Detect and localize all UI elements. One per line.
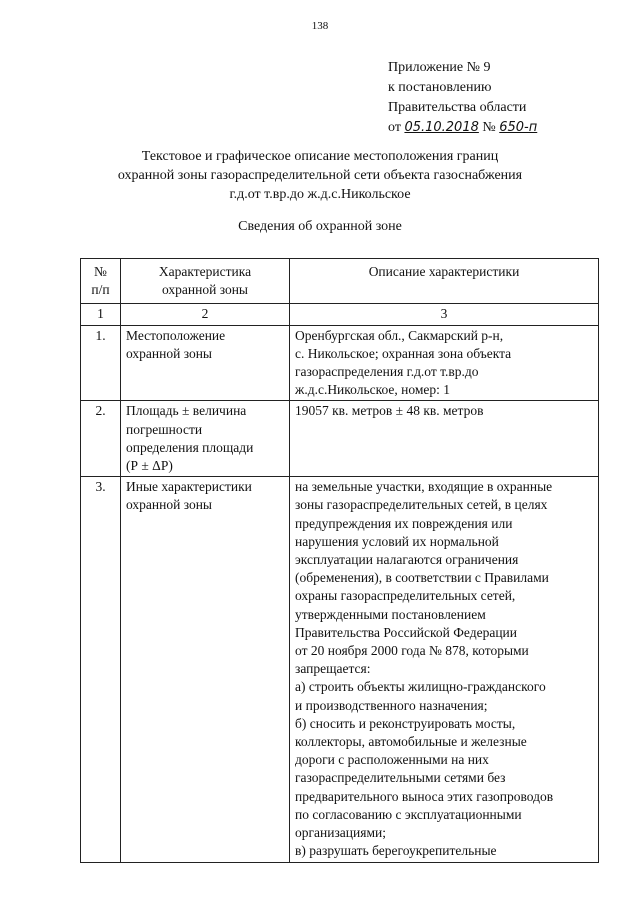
text-line: Площадь ± величина bbox=[126, 403, 247, 419]
text-line: с. Никольское; охранная зона объекта bbox=[295, 345, 512, 361]
appendix-date-line bbox=[388, 118, 537, 138]
text-line: а) строить объекты жилищно-гражданского bbox=[295, 679, 546, 695]
header-characteristic bbox=[121, 259, 290, 304]
table-row bbox=[81, 477, 599, 862]
text-line: Местоположение bbox=[126, 327, 226, 343]
header-description: Описание характеристики bbox=[290, 259, 599, 304]
date-prefix: от bbox=[388, 120, 401, 135]
handwritten-number: 650-п bbox=[499, 120, 538, 135]
row-number: 2. bbox=[81, 401, 121, 477]
header-num-line-1: № bbox=[94, 264, 107, 279]
text-line: погрешности bbox=[126, 421, 203, 437]
page-number: 138 bbox=[311, 20, 329, 32]
text-line: дороги с расположенными на них bbox=[295, 752, 489, 768]
table-row bbox=[81, 325, 599, 401]
text-line: газораспределения г.д.от т.вр.до bbox=[295, 364, 479, 380]
text-line: зоны газораспределительных сетей, в целях bbox=[295, 497, 548, 513]
text-line: от 20 ноября 2000 года № 878, которыми bbox=[295, 643, 529, 659]
col-number-2: 2 bbox=[121, 304, 290, 325]
text-line: эксплуатации налагаются ограничения bbox=[295, 552, 519, 568]
text-line: газораспределительными сетями без bbox=[295, 770, 506, 786]
text-line: охранной зоны bbox=[126, 497, 213, 513]
title-line-1: Текстовое и графическое описание местоположения границ bbox=[141, 149, 499, 164]
text-line: (Р ± ΔР) bbox=[126, 458, 173, 474]
col-number-3: 3 bbox=[290, 304, 599, 325]
appendix-line-1: Приложение № 9 bbox=[388, 60, 491, 75]
row-description bbox=[290, 401, 599, 477]
text-line: охранной зоны bbox=[126, 345, 213, 361]
text-line: Иные характеристики bbox=[126, 479, 252, 495]
text-line: нарушения условий их нормальной bbox=[295, 533, 499, 549]
table-row bbox=[81, 401, 599, 477]
row-characteristic bbox=[121, 477, 290, 862]
header-num-line-2: п/п bbox=[91, 282, 110, 298]
text-line: на земельные участки, входящие в охранные bbox=[295, 479, 553, 495]
appendix-line-3: Правительства области bbox=[388, 100, 527, 115]
handwritten-date: 05.10.2018 bbox=[404, 120, 479, 135]
column-number-row bbox=[81, 304, 599, 325]
title-line-2: охранной зоны газораспределительной сети объекта газоснабжения bbox=[117, 168, 523, 183]
text-line: б) сносить и реконструировать мосты, bbox=[295, 715, 516, 731]
row-description bbox=[290, 477, 599, 862]
title-line-3: г.д.от т.вр.до ж.д.с.Никольское bbox=[229, 187, 411, 202]
col-number-1: 1 bbox=[81, 304, 121, 325]
text-line: предварительного выноса этих газопроводов bbox=[295, 788, 554, 804]
text-line: охраны газораспределительных сетей, bbox=[295, 588, 516, 604]
text-line: организациями; bbox=[295, 825, 386, 841]
text-line: запрещается: bbox=[295, 661, 371, 677]
text-line: по согласованию с эксплуатационными bbox=[295, 806, 522, 822]
text-line: Оренбургская обл., Сакмарский р-н, bbox=[295, 327, 504, 343]
row-characteristic bbox=[121, 401, 290, 477]
row-number: 1. bbox=[81, 325, 121, 401]
text-line: утвержденными постановлением bbox=[295, 606, 486, 622]
header-char-line-1: Характеристика bbox=[158, 264, 252, 279]
section-subtitle: Сведения об охранной зоне bbox=[238, 219, 402, 234]
appendix-block bbox=[388, 58, 537, 138]
text-line: Правительства Российской Федерации bbox=[295, 624, 517, 640]
text-line: 19057 кв. метров ± 48 кв. метров bbox=[295, 403, 484, 419]
zone-info-table bbox=[80, 258, 599, 863]
text-line: ж.д.с.Никольское, номер: 1 bbox=[295, 382, 451, 398]
text-line: определения площади bbox=[126, 439, 254, 455]
text-line: (обременения), в соответствии с Правилами bbox=[295, 570, 549, 586]
header-char-line-2: охранной зоны bbox=[161, 282, 248, 298]
text-line: и производственного назначения; bbox=[295, 697, 488, 713]
text-line: в) разрушать берегоукрепительные bbox=[295, 843, 497, 859]
document-title bbox=[0, 147, 640, 204]
text-line: коллекторы, автомобильные и железные bbox=[295, 734, 527, 750]
appendix-line-2: к постановлению bbox=[388, 80, 492, 95]
text-line: предупреждения их повреждения или bbox=[295, 515, 513, 531]
row-number: 3. bbox=[81, 477, 121, 862]
header-num bbox=[81, 259, 121, 304]
table-header-row bbox=[81, 259, 599, 304]
number-sign: № bbox=[482, 120, 496, 135]
row-characteristic bbox=[121, 325, 290, 401]
row-description bbox=[290, 325, 599, 401]
